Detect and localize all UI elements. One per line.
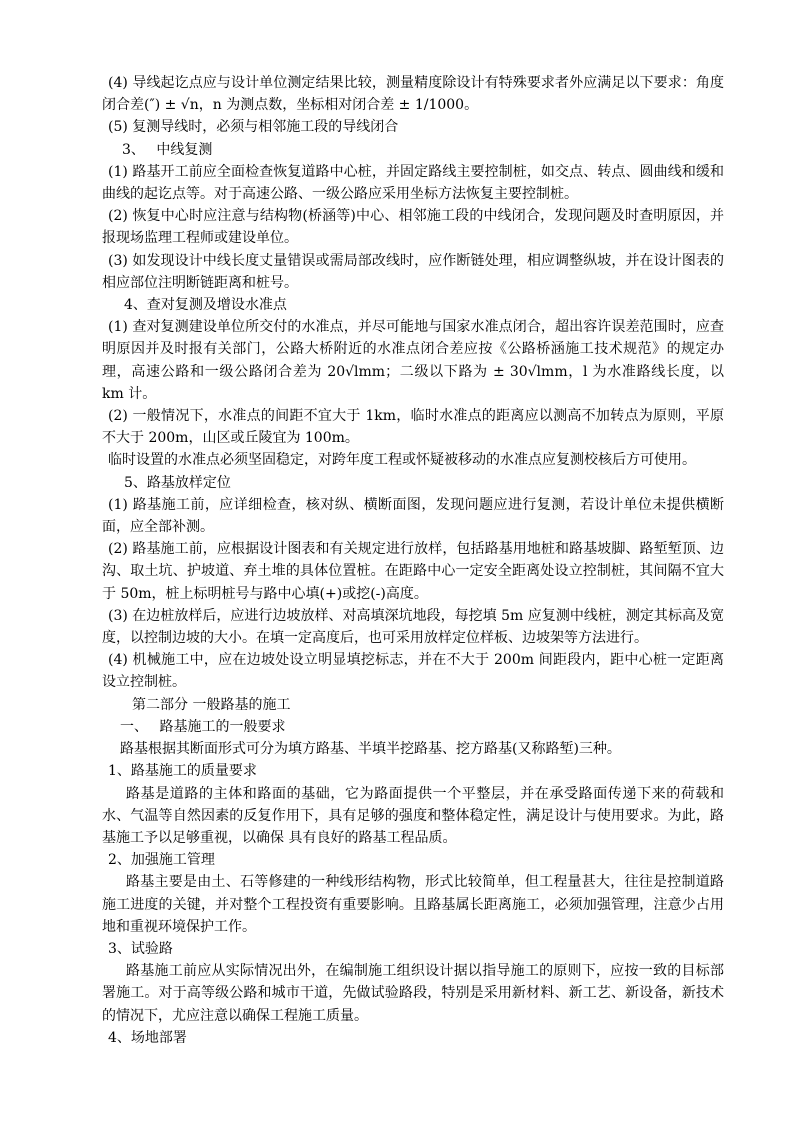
paragraph-traverse-accuracy: (4) 导线起讫点应与设计单位测定结果比较，测量精度除设计有特殊要求者外应满足以下要求：角度闭合差(″) ± √n，n 为测点数，坐标相对闭合差 ± 1/1000。 <box>102 75 724 114</box>
paragraph-centerline-3: (3) 如发现设计中线长度丈量错误或需局部改线时，应作断链处理，相应调整纵坡，并在设计图表的相应部位注明断链距离和桩号。 <box>102 252 724 291</box>
paragraph-traverse-closure: (5) 复测导线时，必须与相邻施工段的导线闭合 <box>108 119 399 136</box>
heading-general-requirements: 一、 路基施工的一般要求 <box>120 718 286 735</box>
paragraph-construction-management: 路基主要是由土、石等修建的一种线形结构物，形式比较简单，但工程量甚大，往往是控制道路施工进度的关键，并对整个工程投资有重要影响。且路基属长距离施工，必须加强管理，注意少占用地和重视环境保护工作。 <box>102 874 724 935</box>
paragraph-subgrade-types: 路基根据其断面形式可分为填方路基、半填半挖路基、挖方路基(又称路堑)三种。 <box>120 741 621 758</box>
heading-benchmark-check: 4、查对复测及增设水准点 <box>124 297 287 314</box>
paragraph-benchmark-2: (2) 一般情况下，水准点的间距不宜大于 1km，临时水准点的距离应以测高不加转点为原则，平原不大于 200m，山区或丘陵宜为 100m。 <box>102 408 724 447</box>
heading-subgrade-staking: 5、路基放样定位 <box>124 474 231 491</box>
heading-test-section: 3、试验路 <box>108 940 173 957</box>
document-page <box>102 72 724 1049</box>
paragraph-staking-2: (2) 路基施工前，应根据设计图表和有关规定进行放样，包括路基用地桩和路基坡脚、路堑堑顶、边沟、取土坑、护坡道、弃土堆的具体位置桩。在距路中心一定安全距离处设立控制桩，其间隔不宜大于 50m，桩上标明桩号与路中心填(+)或挖(-)高度。 <box>102 541 724 602</box>
heading-site-layout: 4、场地部署 <box>108 1029 187 1046</box>
heading-centerline-resurvey: 3、 中线复测 <box>122 141 213 158</box>
paragraph-centerline-1: (1) 路基开工前应全面检查恢复道路中心桩，并固定路线主要控制桩，如交点、转点、圆曲线和缓和曲线的起讫点等。对于高速公路、一级公路应采用坐标方法恢复主要控制桩。 <box>102 163 724 203</box>
paragraph-centerline-2: (2) 恢复中心时应注意与结构物(桥涵等)中心、相邻施工段的中线闭合，发现问题及时查明原因，并报现场监理工程师或建设单位。 <box>102 208 724 247</box>
paragraph-staking-3: (3) 在边桩放样后，应进行边坡放样、对高填深坑地段，每挖填 5m 应复测中线桩，测定其标高及宽度，以控制边坡的大小。在填一定高度后，也可采用放样定位样板、边坡架等方法进行。 <box>102 607 724 647</box>
heading-quality-requirements: 1、路基施工的质量要求 <box>108 763 257 780</box>
paragraph-staking-4: (4) 机械施工中，应在边坡处设立明显填挖标志，并在不大于 200m 间距段内，距中心桩一定距离设立控制桩。 <box>102 652 724 691</box>
paragraph-staking-1: (1) 路基施工前，应详细检查，核对纵、横断面图，发现问题应进行复测，若设计单位未提供横断面，应全部补测。 <box>102 496 724 536</box>
paragraph-test-section: 路基施工前应从实际情况出外，在编制施工组织设计据以指导施工的原则下，应按一致的目标部署施工。对于高等级公路和城市干道，先做试验路段，特别是采用新材料、新工艺、新设备，新技术的情况下，尤应注意以确保工程施工质量。 <box>102 963 724 1024</box>
paragraph-quality-requirements: 路基是道路的主体和路面的基础，它为路面提供一个平整层，并在承受路面传递下来的荷载和水、气温等自然因素的反复作用下，具有足够的强度和整体稳定性，满足设计与使用要求。为此，路基施工予以足够重视，以确保 具有良好的路基工程品质。 <box>102 785 724 846</box>
heading-construction-management: 2、加强施工管理 <box>108 852 215 869</box>
paragraph-temporary-benchmark: 临时设置的水准点必须坚固稳定，对跨年度工程或怀疑被移动的水准点应复测校核后方可使用。 <box>108 452 696 469</box>
paragraph-benchmark-1: (1) 查对复测建设单位所交付的水准点，并尽可能地与国家水准点闭合，超出容许误差范围时，应查明原因并及时报有关部门，公路大桥附近的水准点闭合差应按《公路桥涵施工技术规范》的规定办理，高速公路和一级公路闭合差为 20√lmm；二级以下路为 ± 30√lmm，l 为水准路线长度，以 km 计。 <box>102 319 724 402</box>
heading-part-two: 第二部分 一般路基的施工 <box>132 696 291 713</box>
